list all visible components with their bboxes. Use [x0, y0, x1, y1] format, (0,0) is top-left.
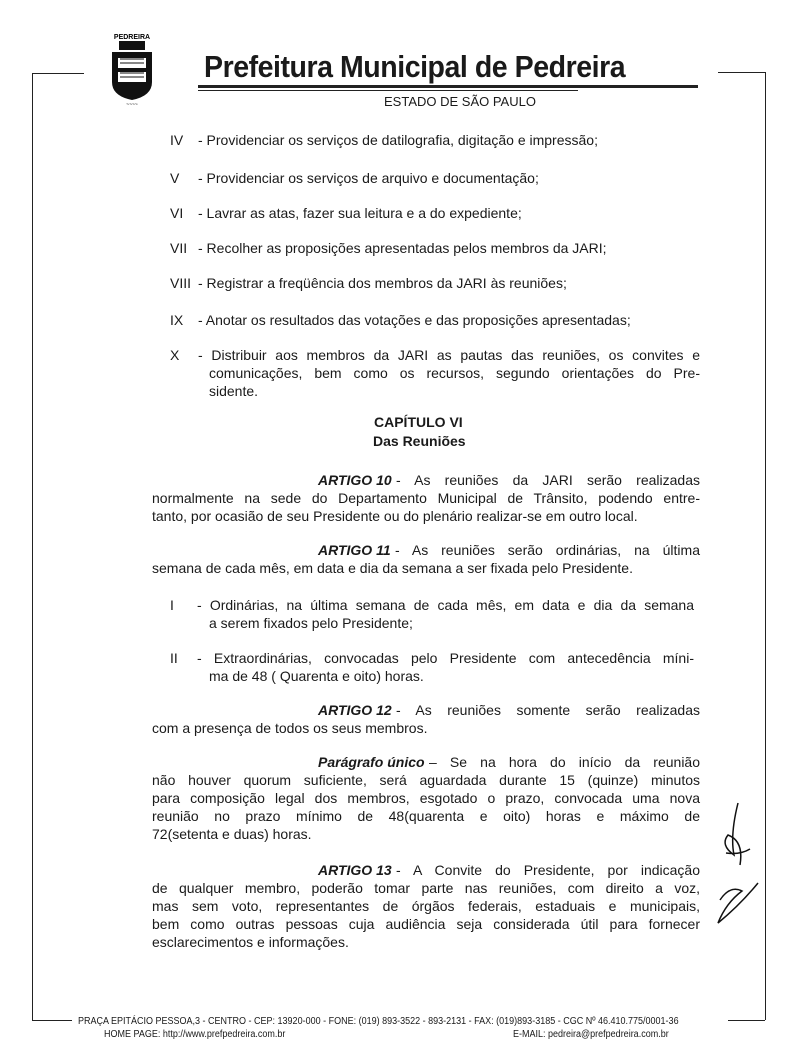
header-rule-thick	[198, 85, 698, 88]
art11-line: semana de cada mês, em data e dia da semana a ser fixada pelo Presidente.	[152, 560, 633, 576]
item-text-line: - Lavrar as atas, fazer sua leitura e a do expediente;	[198, 205, 522, 221]
subitem-text-line: - Ordinárias, na última semana de cada mês, em data e dia da semana	[197, 597, 694, 613]
item-number: IX	[170, 312, 184, 328]
item-text-line: comunicações, bem como os recursos, segundo orientações do Pre-	[209, 365, 700, 381]
footer-homepage[interactable]: HOME PAGE: http://www.prefpedreira.com.br	[104, 1029, 286, 1040]
art10-line: - As reuniões da JARI serão realizadas	[396, 472, 700, 488]
frame-top-right	[718, 72, 765, 73]
art11-line: - As reuniões serão ordinárias, na última	[395, 542, 700, 558]
paragrafo-line: 72(setenta e duas) horas.	[152, 826, 312, 842]
header-subtitle: ESTADO DE SÃO PAULO	[384, 94, 536, 109]
art13-line: - A Convite do Presidente, por indicação	[396, 862, 700, 878]
footer-email[interactable]: E-MAIL: pedreira@prefpedreira.com.br	[513, 1029, 669, 1040]
paragrafo-line: – Se na hora do início da reunião	[429, 754, 700, 770]
art13-line: de qualquer membro, poderão tomar parte nas reuniões, com direito a voz,	[152, 880, 700, 896]
footer-address: PRAÇA EPITÁCIO PESSOA,3 - CENTRO - CEP: 13920-000 - FONE: (019) 893-3522 - 893-2131 - FAX: (019)893-3185 - CGC Nº 46.410.775/0001-36	[78, 1016, 679, 1027]
frame-right	[765, 72, 766, 1020]
chapter-title: CAPÍTULO VI	[374, 414, 463, 430]
paragrafo-line: reunião no prazo mínimo de 48(quarenta e oito) horas e máximo de	[152, 808, 700, 824]
svg-text:PEDREIRA: PEDREIRA	[113, 34, 151, 41]
item-text-line: sidente.	[209, 383, 259, 399]
art10-line: normalmente na sede do Departamento Municipal de Trânsito, podendo entre-	[152, 490, 700, 506]
item-text-line: - Recolher as proposições apresentadas pelos membros da JARI;	[198, 240, 607, 256]
paragrafo-line: não houver quorum suficiente, será aguardada durante 15 (quinze) minutos	[152, 772, 700, 788]
art10-line: tanto, por ocasião de seu Presidente ou do plenário realizar-se em outro local.	[152, 508, 638, 524]
item-text-line: - Anotar os resultados das votações e das proposições apresentadas;	[198, 312, 631, 328]
item-number: VIII	[170, 275, 192, 291]
header-title: Prefeitura Municipal de Pedreira	[204, 49, 626, 84]
art13-label: ARTIGO 13	[318, 862, 392, 878]
header-rule-thin	[198, 90, 578, 91]
subitem-text-line: ma de 48 ( Quarenta e oito) horas.	[209, 668, 424, 684]
item-text-line: - Distribuir aos membros da JARI as pautas das reuniões, os convites e	[198, 347, 700, 363]
subitem-number: I	[170, 597, 174, 613]
subitem-number: II	[170, 650, 178, 666]
art13-line: mas sem voto, representantes de órgãos federais, estaduais e municipais,	[152, 898, 700, 914]
item-number: IV	[170, 132, 184, 148]
item-text-line: - Providenciar os serviços de arquivo e documentação;	[198, 170, 539, 186]
art11-label: ARTIGO 11	[318, 542, 391, 558]
frame-bottom-right	[728, 1020, 765, 1021]
svg-text:~~~~: ~~~~	[126, 102, 138, 108]
art12-label: ARTIGO 12	[318, 702, 392, 718]
art12-line: com a presença de todos os seus membros.	[152, 720, 428, 736]
signature-initials	[700, 795, 760, 935]
subitem-text-line: a serem fixados pelo Presidente;	[209, 615, 413, 631]
coat-of-arms-logo	[106, 30, 158, 108]
art12-line: - As reuniões somente serão realizadas	[396, 702, 700, 718]
art13-line: bem como outras pessoas cuja audiência seja considerada útil para fornecer	[152, 916, 700, 932]
item-text-line: - Providenciar os serviços de datilografia, digitação e impressão;	[198, 132, 598, 148]
frame-top-left	[32, 73, 84, 74]
art13-line: esclarecimentos e informações.	[152, 934, 349, 950]
item-number: V	[170, 170, 180, 186]
chapter-subtitle: Das Reuniões	[373, 433, 466, 449]
frame-bottom-left	[32, 1020, 72, 1021]
art10-label: ARTIGO 10	[318, 472, 392, 488]
frame-left	[32, 73, 33, 1021]
item-number: VI	[170, 205, 184, 221]
paragrafo-label: Parágrafo único	[318, 754, 425, 770]
paragrafo-line: para composição legal dos membros, esgotado o prazo, convocada uma nova	[152, 790, 700, 806]
item-number: X	[170, 347, 180, 363]
item-text-line: - Registrar a freqüência dos membros da JARI às reuniões;	[198, 275, 567, 291]
subitem-text-line: - Extraordinárias, convocadas pelo Presidente com antecedência míni-	[197, 650, 694, 666]
item-number: VII	[170, 240, 188, 256]
